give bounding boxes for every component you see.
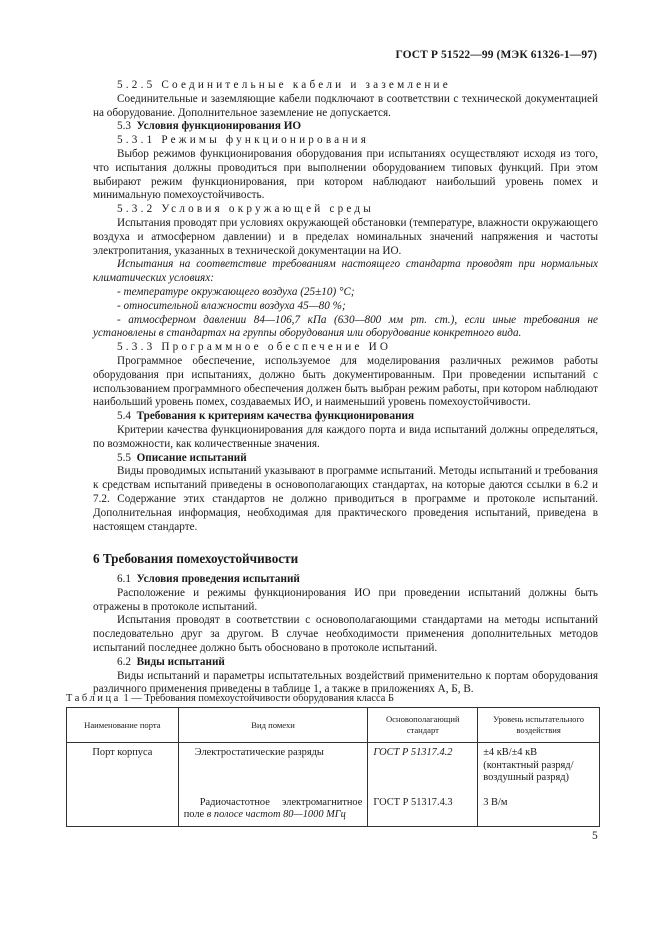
section-6-2-heading: 6.2 Виды испытаний <box>117 655 225 668</box>
section-5-5-heading: 5.5 Описание испытаний <box>117 451 247 464</box>
column-header: Основополагающий стандарт <box>368 708 478 743</box>
section-6-1-heading: 6.1 Условия проведения испытаний <box>117 573 300 586</box>
paragraph: Соединительные и заземляющие кабели подключают в соответствии с технической документацией на оборудование. Дополнительное заземление не допускается. <box>93 92 598 119</box>
list-item: - относительной влажности воздуха 45—80 %; <box>117 299 346 312</box>
section-5-3-3-heading: 5.3.3 Программное обеспечение ИО <box>117 341 392 354</box>
column-header: Наименование порта <box>67 708 179 743</box>
list-item: - температуре окружающего воздуха (25±10) °С; <box>117 285 355 298</box>
paragraph: Выбор режимов функционирования оборудования при испытаниях осуществляют исходя из того, что испытания должны проводиться при выполнении оборудованием типовых функций. При этом выбирают режим функционирования, при котором наблюдают наибольший уровень помех и минимальную помехоустойчивость. <box>93 147 598 202</box>
paragraph: Критерии качества функционирования для каждого порта и вида испытаний должны определяться, по возможности, как количественные значения. <box>93 423 598 450</box>
paragraph: Виды испытаний и параметры испытательных воздействий применительно к портам оборудования различного применения приведены в таблице 1, а также в приложениях А, Б, В. <box>93 669 598 696</box>
column-header: Уровень испытательного воздействия <box>478 708 600 743</box>
paragraph-italic: Испытания на соответствие требованиям настоящего стандарта проводят при нормальных климатических условиях: <box>93 258 598 285</box>
table-row <box>67 789 600 827</box>
document-body <box>93 79 598 697</box>
table-cell: Порт корпуса <box>67 743 179 789</box>
section-5-2-5-heading: 5.2.5 Соединительные кабели и заземление <box>117 79 451 91</box>
paragraph: Испытания проводят при условиях окружающей обстановки (температуре, влажности окружающего воздуха и атмосферном давлении) и в пределах номинальных значений напряжения и частоты электропитания, указанных в технической документации на ИО. <box>93 216 598 257</box>
paragraph: Расположение и режимы функционирования ИО при проведении испытаний должны быть отражены в протоколе испытаний. <box>93 586 598 613</box>
requirements-table <box>66 707 600 827</box>
section-5-3-1-heading: 5.3.1 Режимы функционирования <box>117 134 370 147</box>
table-caption: Таблица 1 — Требования помехоустойчивости оборудования класса Б <box>66 693 394 704</box>
section-5-3-2-heading: 5.3.2 Условия окружающей среды <box>117 203 375 216</box>
table-cell: 3 В/м <box>478 789 600 827</box>
table-cell: Радиочастотное электромагнитное поле в полосе частот 80—1000 МГц <box>178 789 368 827</box>
paragraph: Испытания проводят в соответствии с основополагающими стандартами на методы испытаний последовательно друг за другом. В случае необходимости применения дополнительных методов испытаний последнее должно быть обосновано в протоколе испытаний. <box>93 614 598 655</box>
table-header-row <box>67 708 600 743</box>
paragraph: Виды проводимых испытаний указывают в программе испытаний. Методы испытаний и требования к средствам испытаний приведены в основополагающих стандартах, на которые даются ссылки в 6.2 и 7.2. Содержание этих стандартов не должно приводиться в программе и протоколе испытаний. Дополнительная информация, необходимая для практического проведения испытаний, приведена в настоящем стандарте. <box>93 465 598 533</box>
column-header: Вид помехи <box>178 708 368 743</box>
table-row <box>67 743 600 789</box>
section-5-4-heading: 5.4 Требования к критериям качества функционирования <box>117 410 415 423</box>
table-cell: Электростатические разряды <box>178 743 368 789</box>
table-cell: ±4 кВ/±4 кВ (контактный разряд/воздушный разряд) <box>478 743 600 789</box>
table-cell <box>67 789 179 827</box>
paragraph: Программное обеспечение, используемое для моделирования различных режимов работы оборудования при испытаниях, должно быть документированным. При проведении испытаний с использованием программного обеспечения должен быть выбран режим работы, при котором наблюдают наибольший уровень помех, создаваемых ИО, и наименьший уровень помехоустойчивости. <box>93 354 598 409</box>
list-item: - атмосферном давлении 84—106,7 кПа (630—800 мм рт. ст.), если иные требования не установлены в стандартах на группы оборудования или оборудование конкретного вида. <box>93 313 598 340</box>
page-number: 5 <box>592 830 598 842</box>
table-cell: ГОСТ Р 51317.4.3 <box>368 789 478 827</box>
table-cell: ГОСТ Р 51317.4.2 <box>368 743 478 789</box>
running-header: ГОСТ Р 51522—99 (МЭК 61326-1—97) <box>395 49 597 61</box>
section-6-heading: 6 Требования помехоустойчивости <box>93 551 299 567</box>
section-5-3-heading: 5.3 Условия функционирования ИО <box>117 120 302 133</box>
